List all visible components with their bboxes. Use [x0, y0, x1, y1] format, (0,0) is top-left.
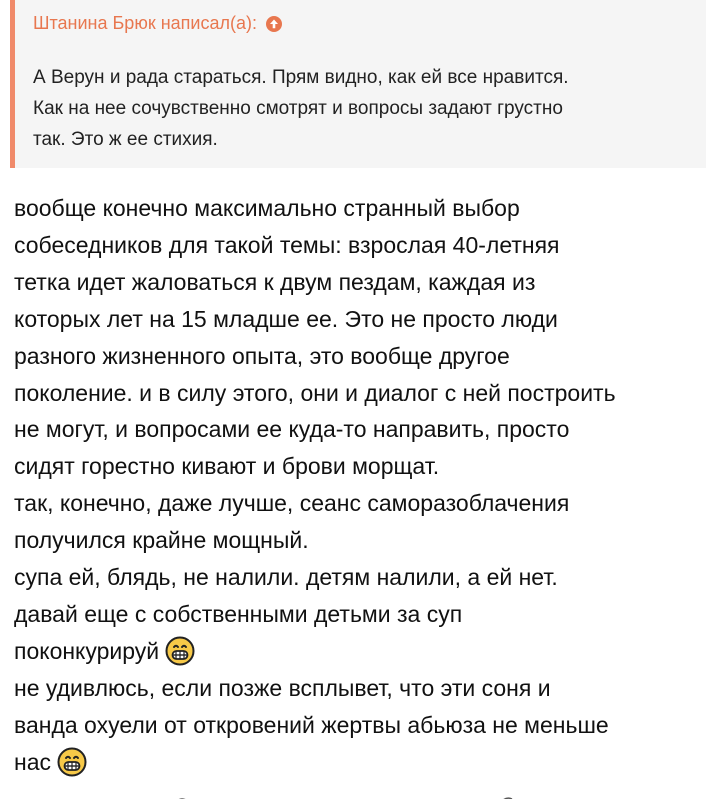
post-line: не могут, и вопросами ее куда-то направить, просто — [14, 416, 570, 443]
post-line: сидят горестно кивают и брови морщат. — [14, 453, 440, 480]
post-line: разного жизненного опыта, это вообще другое — [14, 342, 510, 369]
post-line: супа ей, блядь, не налили. детям налили, а ей нет. — [14, 564, 558, 591]
grinning-teeth-emoji-icon — [165, 636, 195, 666]
post-line-text: поконкурируй — [14, 637, 160, 664]
quote-text — [33, 62, 703, 155]
quote-author: Штанина Брюк написал(а): — [33, 13, 257, 33]
post-line: собеседников для такой темы: взрослая 40-летняя — [14, 231, 560, 258]
quote-line: А Верун и рада стараться. Прям видно, как ей все нравится. — [33, 67, 569, 88]
post-line: которых лет на 15 младше ее. Это не просто люди — [14, 305, 558, 332]
quote-block — [10, 0, 706, 168]
quote-line: так. Это ж ее стихия. — [33, 129, 218, 150]
post-line: тетка идет жаловаться к двум пездам, каждая из — [14, 268, 536, 295]
grinning-teeth-emoji-icon — [57, 747, 87, 777]
post-line-with-emoji — [14, 744, 714, 781]
quote-header — [33, 10, 283, 36]
post-line: ванда охуели от откровений жертвы абьюза не меньше — [14, 711, 609, 738]
post-body — [14, 190, 714, 781]
post-line-with-emoji — [14, 633, 714, 670]
arrow-up-circle-icon[interactable] — [265, 14, 283, 32]
clipped-next-line — [0, 790, 720, 799]
post-line: так, конечно, даже лучше, сеанс саморазоблачения — [14, 490, 570, 517]
quote-line: Как на нее сочувственно смотрят и вопросы задают грустно — [33, 98, 563, 119]
post-line: поколение. и в силу этого, они и диалог с ней построить — [14, 379, 616, 406]
post-line: вообще конечно максимально странный выбор — [14, 195, 520, 221]
post-line: получился крайне мощный. — [14, 527, 309, 554]
post-line: давай еще с собственными детьми за суп — [14, 600, 463, 627]
post-line-text: нас — [14, 748, 51, 775]
post-line: не удивлюсь, если позже всплывет, что эти соня и — [14, 674, 551, 701]
